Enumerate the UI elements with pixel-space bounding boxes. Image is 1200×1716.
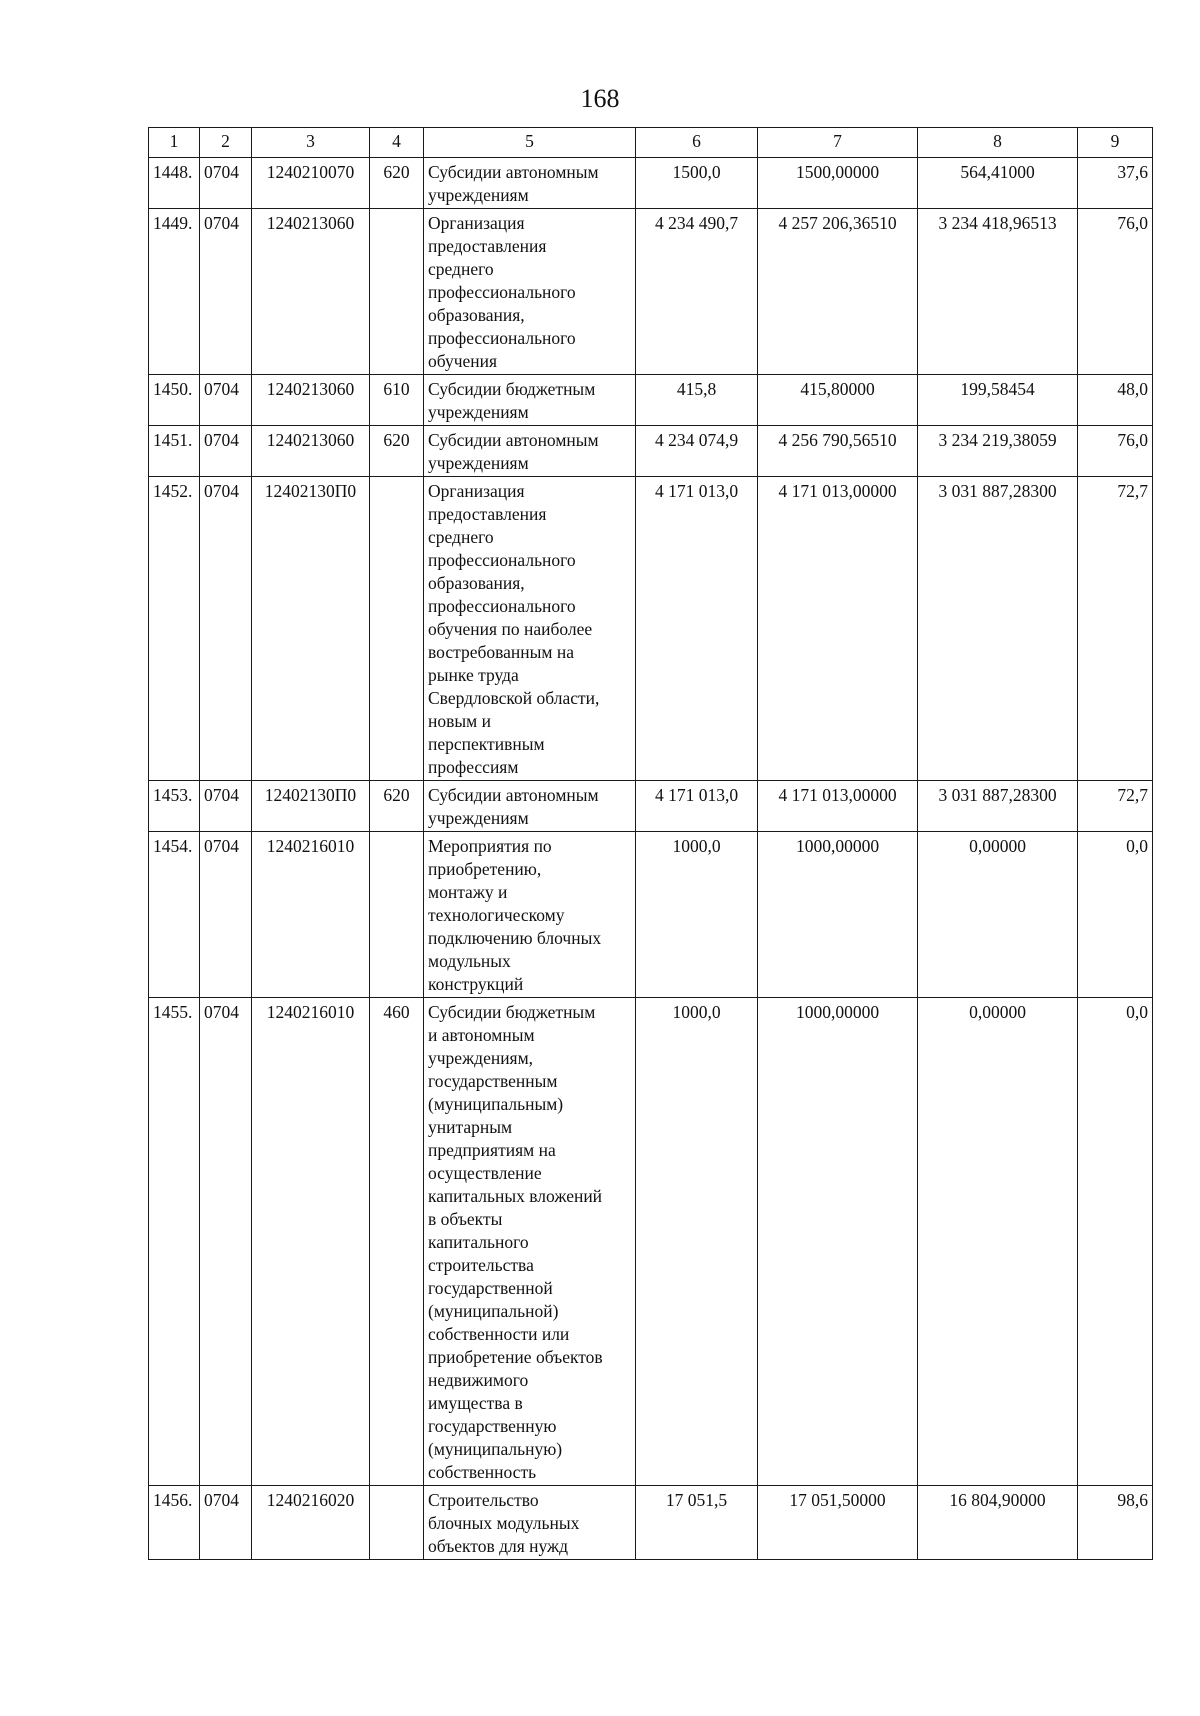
expense-type-code	[370, 477, 424, 781]
expense-type-code: 620	[370, 781, 424, 832]
planned-amount: 1000,0	[636, 998, 758, 1486]
row-number: 1453.	[149, 781, 200, 832]
refined-amount: 4 256 790,56510	[758, 426, 918, 477]
column-header: 4	[370, 128, 424, 158]
execution-percent: 76,0	[1078, 209, 1153, 375]
refined-amount: 4 171 013,00000	[758, 477, 918, 781]
row-number: 1454.	[149, 832, 200, 998]
executed-amount: 199,58454	[918, 375, 1078, 426]
table-body	[149, 158, 1153, 1560]
expense-name: Субсидии бюджетным учреждениям	[424, 375, 636, 426]
executed-amount: 0,00000	[918, 998, 1078, 1486]
expense-name: Субсидии автономным учреждениям	[424, 426, 636, 477]
expense-name: Организация предоставления среднего профессионального образования, профессионального обучения по наиболее востребованным на рынке труда Свердловской области, новым и перспективным профессиям	[424, 477, 636, 781]
execution-percent: 72,7	[1078, 477, 1153, 781]
section-code: 0704	[200, 426, 252, 477]
budget-table	[148, 127, 1153, 1560]
expense-name: Субсидии бюджетным и автономным учреждениям, государственным (муниципальным) унитарным предприятиям на осуществление капитальных вложений в объекты капитального строительства государственной (муниципальной) собственности или приобретение объектов недвижимого имущества в государственную (муниципальную) собственность	[424, 998, 636, 1486]
planned-amount: 415,8	[636, 375, 758, 426]
row-number: 1450.	[149, 375, 200, 426]
execution-percent: 72,7	[1078, 781, 1153, 832]
execution-percent: 48,0	[1078, 375, 1153, 426]
table-row	[149, 832, 1153, 998]
executed-amount: 3 234 219,38059	[918, 426, 1078, 477]
row-number: 1449.	[149, 209, 200, 375]
target-article-code: 1240213060	[252, 375, 370, 426]
section-code: 0704	[200, 832, 252, 998]
row-number: 1455.	[149, 998, 200, 1486]
table-row	[149, 158, 1153, 209]
target-article-code: 1240216010	[252, 998, 370, 1486]
planned-amount: 1000,0	[636, 832, 758, 998]
section-code: 0704	[200, 998, 252, 1486]
planned-amount: 4 234 074,9	[636, 426, 758, 477]
target-article-code: 1240213060	[252, 426, 370, 477]
executed-amount: 3 234 418,96513	[918, 209, 1078, 375]
column-header: 3	[252, 128, 370, 158]
refined-amount: 1000,00000	[758, 998, 918, 1486]
expense-name: Организация предоставления среднего профессионального образования, профессионального обучения	[424, 209, 636, 375]
expense-type-code: 610	[370, 375, 424, 426]
column-header: 8	[918, 128, 1078, 158]
column-header: 2	[200, 128, 252, 158]
column-header: 7	[758, 128, 918, 158]
page-number: 168	[580, 84, 620, 113]
expense-type-code	[370, 209, 424, 375]
section-code: 0704	[200, 209, 252, 375]
planned-amount: 4 171 013,0	[636, 781, 758, 832]
refined-amount: 1500,00000	[758, 158, 918, 209]
row-number: 1448.	[149, 158, 200, 209]
execution-percent: 76,0	[1078, 426, 1153, 477]
table-row	[149, 781, 1153, 832]
table-row	[149, 1486, 1153, 1560]
planned-amount: 4 171 013,0	[636, 477, 758, 781]
row-number: 1451.	[149, 426, 200, 477]
planned-amount: 1500,0	[636, 158, 758, 209]
target-article-code: 12402130П0	[252, 781, 370, 832]
refined-amount: 4 171 013,00000	[758, 781, 918, 832]
planned-amount: 17 051,5	[636, 1486, 758, 1560]
target-article-code: 1240216020	[252, 1486, 370, 1560]
column-header: 6	[636, 128, 758, 158]
row-number: 1456.	[149, 1486, 200, 1560]
expense-type-code: 620	[370, 158, 424, 209]
section-code: 0704	[200, 158, 252, 209]
expense-type-code: 620	[370, 426, 424, 477]
table-row	[149, 477, 1153, 781]
execution-percent: 0,0	[1078, 998, 1153, 1486]
executed-amount: 3 031 887,28300	[918, 477, 1078, 781]
section-code: 0704	[200, 375, 252, 426]
column-header: 9	[1078, 128, 1153, 158]
expense-name: Строительство блочных модульных объектов для нужд	[424, 1486, 636, 1560]
expense-type-code	[370, 832, 424, 998]
table-row	[149, 375, 1153, 426]
refined-amount: 17 051,50000	[758, 1486, 918, 1560]
expense-type-code	[370, 1486, 424, 1560]
column-header: 5	[424, 128, 636, 158]
planned-amount: 4 234 490,7	[636, 209, 758, 375]
section-code: 0704	[200, 781, 252, 832]
table-row	[149, 998, 1153, 1486]
refined-amount: 415,80000	[758, 375, 918, 426]
table-header-row	[149, 128, 1153, 158]
refined-amount: 1000,00000	[758, 832, 918, 998]
target-article-code: 1240210070	[252, 158, 370, 209]
expense-name: Субсидии автономным учреждениям	[424, 158, 636, 209]
executed-amount: 0,00000	[918, 832, 1078, 998]
execution-percent: 98,6	[1078, 1486, 1153, 1560]
refined-amount: 4 257 206,36510	[758, 209, 918, 375]
table-row	[149, 209, 1153, 375]
target-article-code: 12402130П0	[252, 477, 370, 781]
executed-amount: 16 804,90000	[918, 1486, 1078, 1560]
section-code: 0704	[200, 477, 252, 781]
expense-type-code: 460	[370, 998, 424, 1486]
section-code: 0704	[200, 1486, 252, 1560]
column-header: 1	[149, 128, 200, 158]
row-number: 1452.	[149, 477, 200, 781]
executed-amount: 3 031 887,28300	[918, 781, 1078, 832]
expense-name: Субсидии автономным учреждениям	[424, 781, 636, 832]
target-article-code: 1240213060	[252, 209, 370, 375]
executed-amount: 564,41000	[918, 158, 1078, 209]
target-article-code: 1240216010	[252, 832, 370, 998]
table-row	[149, 426, 1153, 477]
expense-name: Мероприятия по приобретению, монтажу и технологическому подключению блочных модульных конструкций	[424, 832, 636, 998]
execution-percent: 37,6	[1078, 158, 1153, 209]
execution-percent: 0,0	[1078, 832, 1153, 998]
